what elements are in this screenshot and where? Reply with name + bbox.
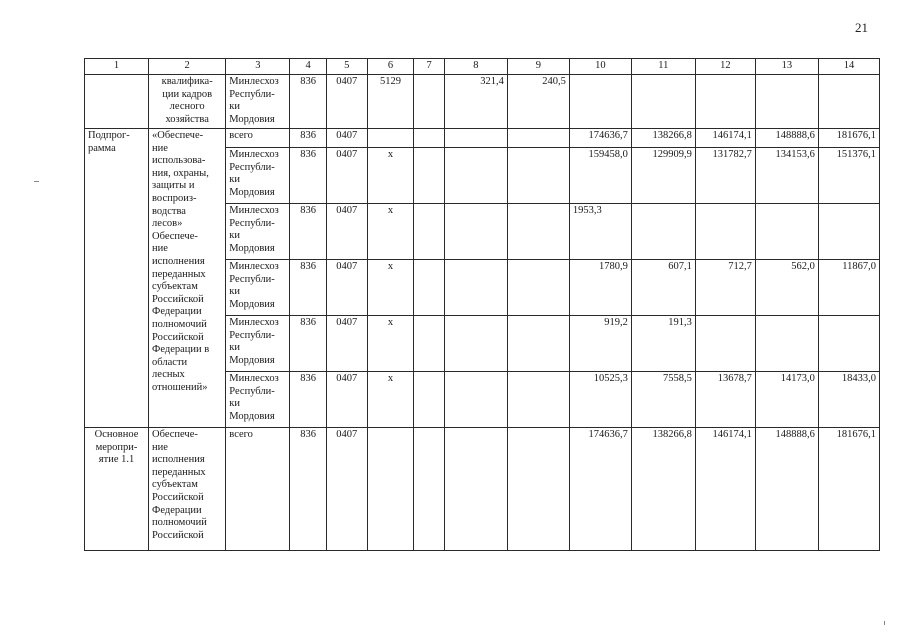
column-header: 9 (507, 59, 569, 75)
cell-value: 151376,1 (818, 148, 879, 204)
cell-code: 0407 (326, 428, 367, 551)
budget-table (84, 58, 880, 551)
cell-code: 0407 (326, 75, 367, 129)
cell-value: 174636,7 (569, 428, 631, 551)
cell-code (367, 129, 414, 148)
cell-code: х (367, 204, 414, 260)
cell-code: 0407 (326, 260, 367, 316)
cell-code: х (367, 148, 414, 204)
column-header: 4 (290, 59, 327, 75)
cell-code: х (367, 372, 414, 428)
cell-ministry: Минлесхоз Республи- ки Мордовия (226, 75, 290, 129)
table-row-subprogram-total (85, 129, 880, 148)
cell-code: 836 (290, 428, 327, 551)
cell (507, 204, 569, 260)
cell (414, 204, 444, 260)
cell-value: 321,4 (444, 75, 507, 129)
column-header: 10 (569, 59, 631, 75)
scan-mark (884, 621, 885, 625)
cell-ministry: Минлесхоз Республи- ки Мордовия (226, 204, 290, 260)
cell-value: 919,2 (569, 316, 631, 372)
cell-value: 1780,9 (569, 260, 631, 316)
cell-code: 836 (290, 260, 327, 316)
cell (444, 129, 507, 148)
cell-value (818, 316, 879, 372)
cell (507, 372, 569, 428)
column-header: 5 (326, 59, 367, 75)
column-header: 6 (367, 59, 414, 75)
column-header: 1 (85, 59, 149, 75)
cell-ministry: Минлесхоз Республи- ки Мордовия (226, 260, 290, 316)
cell (818, 75, 879, 129)
cell-value: 148888,6 (755, 428, 818, 551)
cell-code: 836 (290, 148, 327, 204)
cell (507, 129, 569, 148)
header-row (85, 59, 880, 75)
cell-value: 18433,0 (818, 372, 879, 428)
cell-value: 14173,0 (755, 372, 818, 428)
cell-value: 138266,8 (631, 129, 695, 148)
cell (414, 260, 444, 316)
cell (414, 129, 444, 148)
cell-ministry: Минлесхоз Республи- ки Мордовия (226, 372, 290, 428)
cell-value: 607,1 (631, 260, 695, 316)
cell-value: 712,7 (695, 260, 755, 316)
cell-value (755, 204, 818, 260)
cell (414, 428, 444, 551)
cell (444, 204, 507, 260)
cell-value: 148888,6 (755, 129, 818, 148)
cell-value (631, 204, 695, 260)
cell-value: 240,5 (507, 75, 569, 129)
cell-value: 146174,1 (695, 428, 755, 551)
cell-value: 7558,5 (631, 372, 695, 428)
cell-value: 1953,3 (569, 204, 631, 260)
cell-code: 836 (290, 75, 327, 129)
cell-description: «Обеспече- ние использова- ния, охраны, защиты и воспроиз- водства лесов» Обеспече- ние исполнения переданных субъектам Российской Федерации полномочий Российской Федерации в области лесных отношений» (149, 129, 226, 428)
cell-value: 181676,1 (818, 129, 879, 148)
column-header: 14 (818, 59, 879, 75)
column-header: 13 (755, 59, 818, 75)
cell (444, 372, 507, 428)
cell-description: Обеспече- ние исполнения переданных субъектам Российской Федерации полномочий Российской (149, 428, 226, 551)
cell (507, 148, 569, 204)
cell-code: 836 (290, 372, 327, 428)
cell-value: 159458,0 (569, 148, 631, 204)
cell-value: 129909,9 (631, 148, 695, 204)
cell (755, 75, 818, 129)
cell-value: 181676,1 (818, 428, 879, 551)
cell-value: 131782,7 (695, 148, 755, 204)
table-row-qualification (85, 75, 880, 129)
cell (507, 316, 569, 372)
cell (631, 75, 695, 129)
cell-value: 13678,7 (695, 372, 755, 428)
cell-ministry: Минлесхоз Республи- ки Мордовия (226, 316, 290, 372)
cell-value: 562,0 (755, 260, 818, 316)
cell (444, 148, 507, 204)
cell-value: 134153,6 (755, 148, 818, 204)
column-header: 8 (444, 59, 507, 75)
cell-code: 0407 (326, 204, 367, 260)
cell (367, 428, 414, 551)
cell-code: 0407 (326, 316, 367, 372)
cell-value: 11867,0 (818, 260, 879, 316)
column-header: 11 (631, 59, 695, 75)
cell (444, 316, 507, 372)
cell-ministry: Минлесхоз Республи- ки Мордовия (226, 148, 290, 204)
cell (695, 75, 755, 129)
cell (444, 428, 507, 551)
cell-ministry: всего (226, 129, 290, 148)
cell (85, 75, 149, 129)
table-row-main-activity (85, 428, 880, 551)
cell-description: квалифика- ции кадров лесного хозяйства (149, 75, 226, 129)
cell (414, 75, 444, 129)
page-number: 21 (855, 20, 868, 35)
cell-value: 191,3 (631, 316, 695, 372)
cell-code: 0407 (326, 148, 367, 204)
cell-value: 174636,7 (569, 129, 631, 148)
column-header: 12 (695, 59, 755, 75)
column-header: 2 (149, 59, 226, 75)
cell-value (695, 204, 755, 260)
cell-value (818, 204, 879, 260)
column-header: 7 (414, 59, 444, 75)
column-header: 3 (226, 59, 290, 75)
cell (444, 260, 507, 316)
cell-code: 836 (290, 316, 327, 372)
cell-value (755, 316, 818, 372)
cell-value: 146174,1 (695, 129, 755, 148)
cell (414, 316, 444, 372)
cell-value: 10525,3 (569, 372, 631, 428)
cell-code: 836 (290, 129, 327, 148)
cell-code: 0407 (326, 129, 367, 148)
cell (507, 260, 569, 316)
cell-code: 0407 (326, 372, 367, 428)
cell (507, 428, 569, 551)
cell-value: 138266,8 (631, 428, 695, 551)
cell (414, 372, 444, 428)
cell-ministry: всего (226, 428, 290, 551)
cell (414, 148, 444, 204)
cell-row-label: Подпрог- рамма (85, 129, 149, 428)
scan-mark (34, 181, 39, 182)
cell-row-label: Основное меропри- ятие 1.1 (85, 428, 149, 551)
cell-code: х (367, 260, 414, 316)
cell-value (695, 316, 755, 372)
cell-code: 5129 (367, 75, 414, 129)
cell (569, 75, 631, 129)
cell-code: 836 (290, 204, 327, 260)
cell-code: х (367, 316, 414, 372)
